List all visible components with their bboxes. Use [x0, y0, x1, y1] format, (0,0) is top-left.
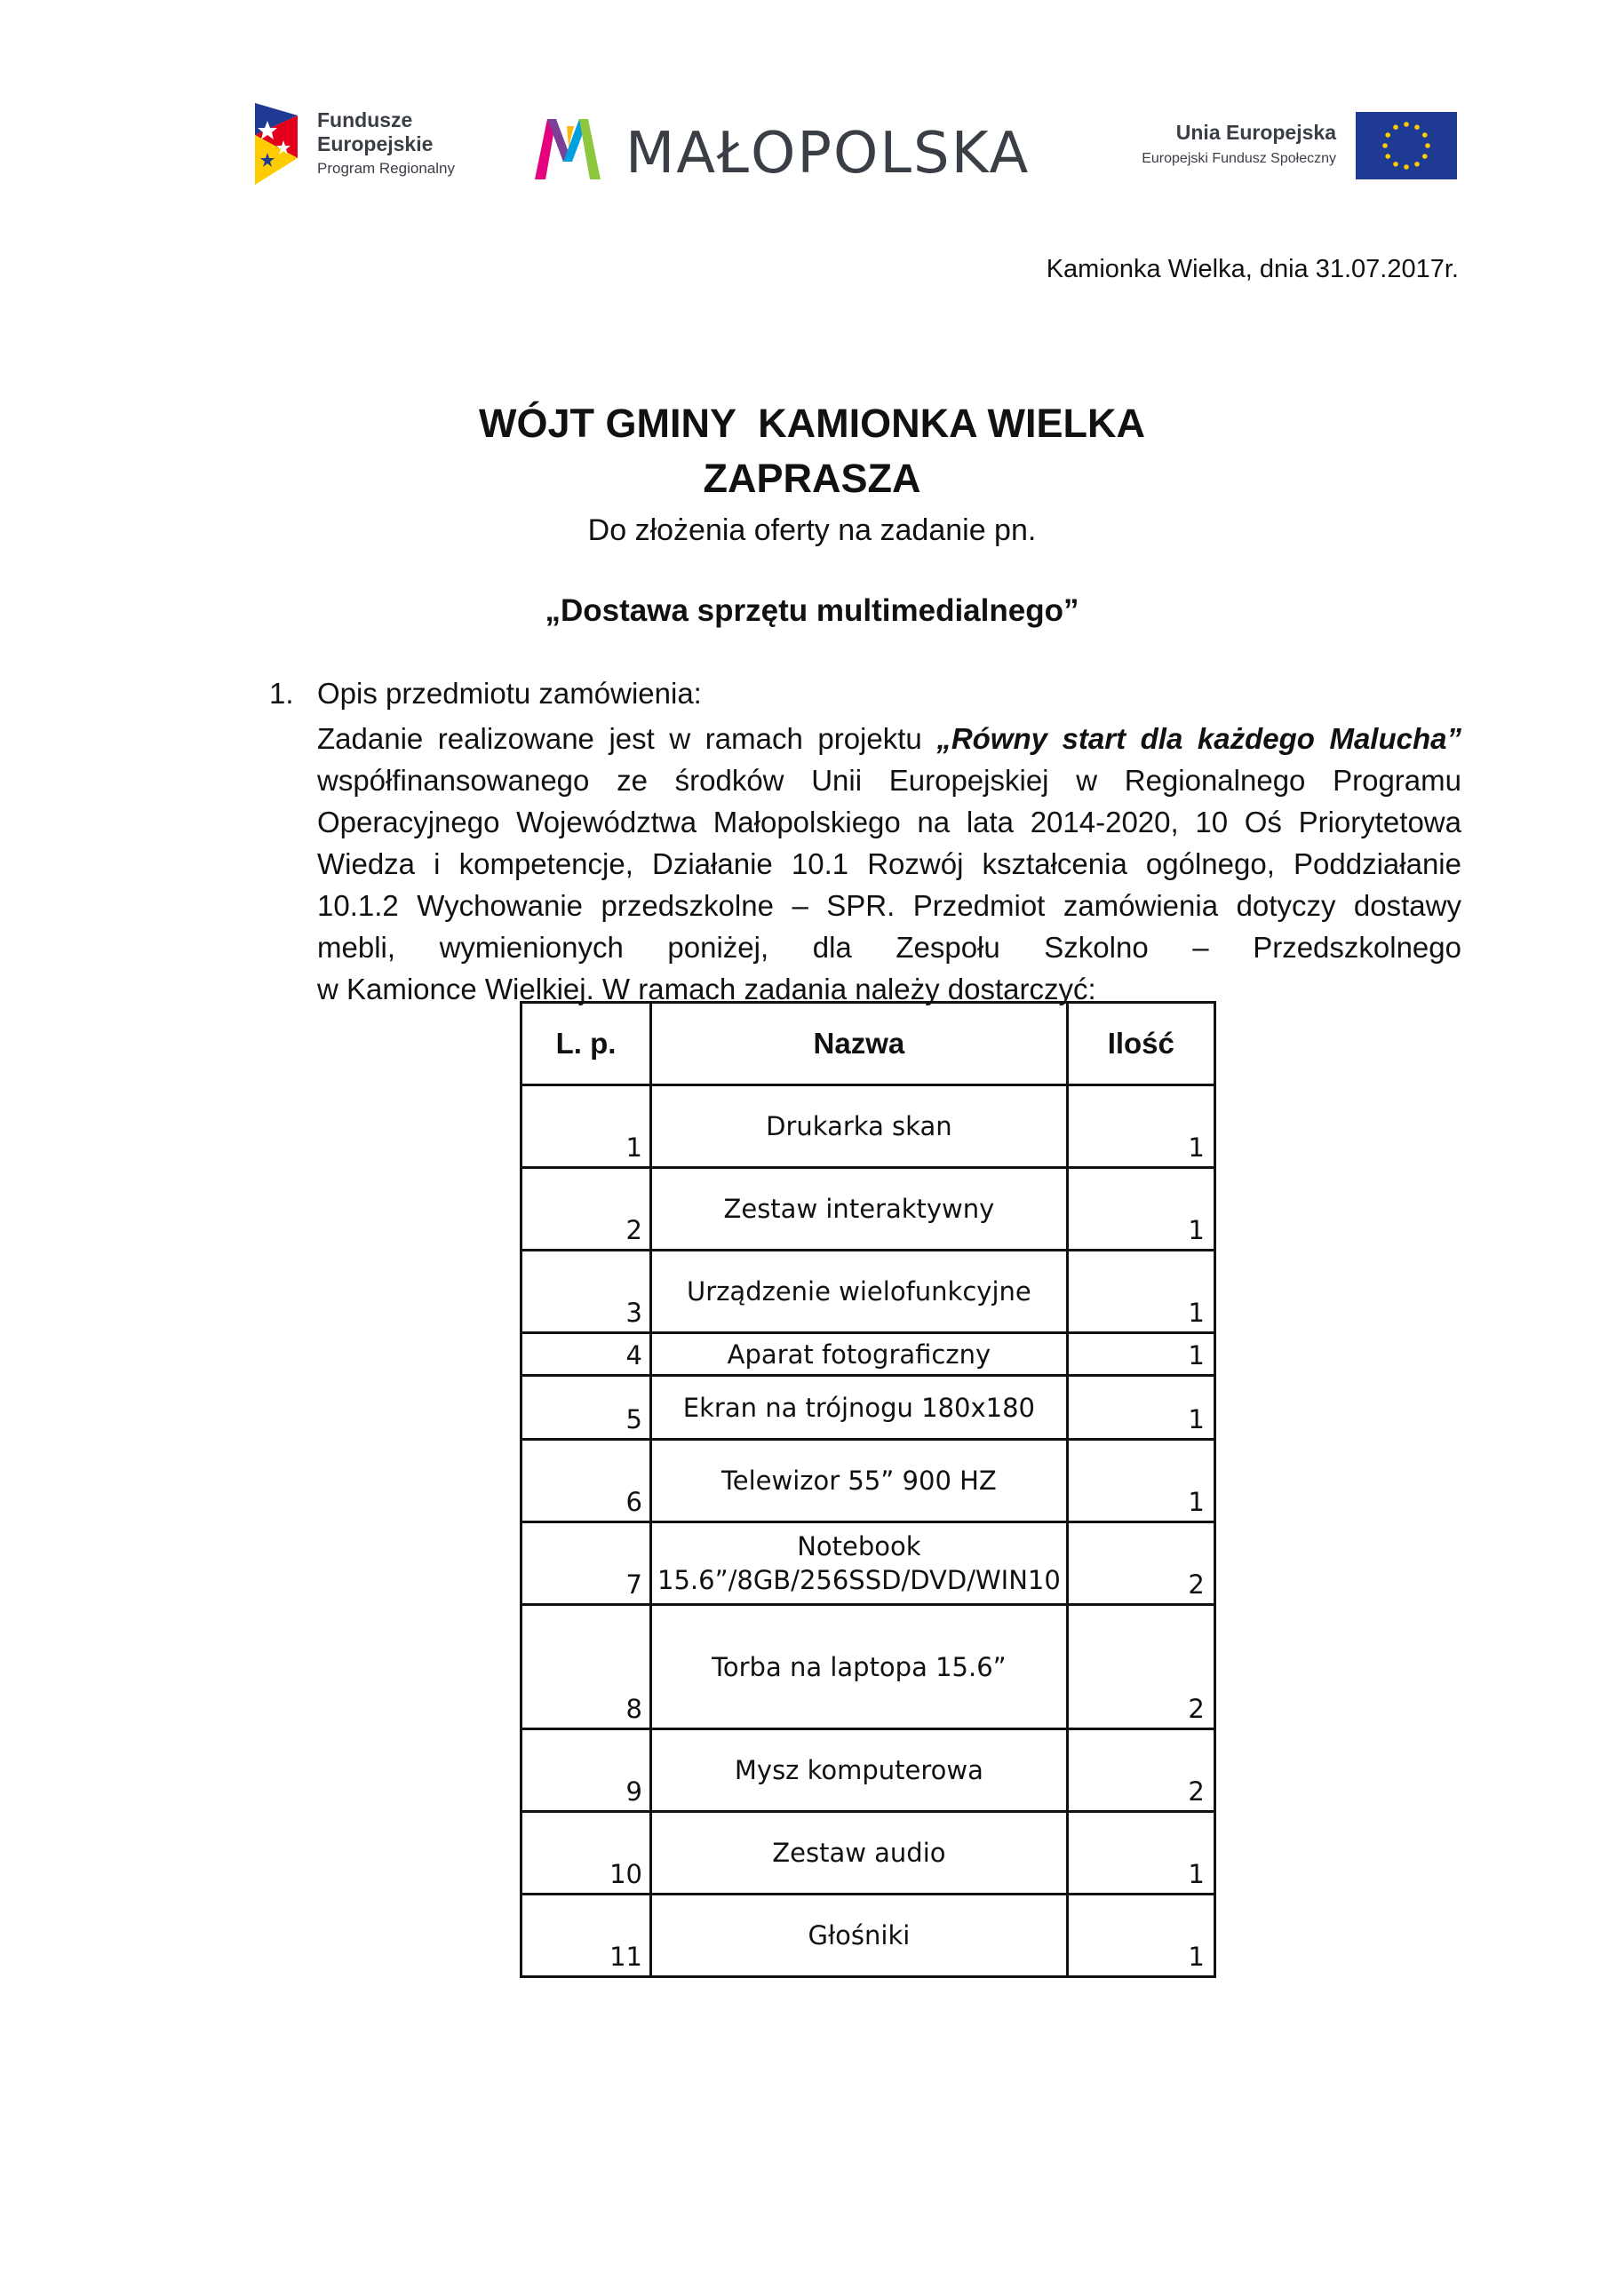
row-name: Notebook 15.6”/8GB/256SSD/DVD/WIN10	[651, 1522, 1068, 1605]
row-lp: 3	[521, 1251, 651, 1333]
paragraph-line: mebli, wymienionych poniżej, dla Zespołu Szkolno – Przedszkolnego	[317, 931, 1461, 964]
section-paragraph	[317, 718, 1461, 1010]
row-qty: 2	[1067, 1605, 1214, 1729]
header-nazwa: Nazwa	[651, 1003, 1068, 1085]
table-row	[521, 1333, 1215, 1376]
fe-logo-line1: Fundusze	[317, 108, 413, 131]
row-lp: 10	[521, 1812, 651, 1895]
row-name: Torba na laptopa 15.6”	[651, 1605, 1068, 1729]
row-lp: 8	[521, 1605, 651, 1729]
fe-logo-line3: Program Regionalny	[317, 160, 455, 177]
row-lp: 9	[521, 1729, 651, 1812]
ue-logo-line1: Unia Europejska	[1175, 121, 1336, 144]
paragraph-line: Wiedza i kompetencje, Działanie 10.1 Rozwój kształcenia ogólnego, Poddziałanie	[317, 847, 1461, 880]
paragraph-line: współfinansowanego ze środków Unii Europejskiej w Regionalnego Programu	[317, 764, 1461, 797]
row-lp: 1	[521, 1085, 651, 1168]
table-row	[521, 1168, 1215, 1251]
malopolska-logo	[533, 105, 1039, 187]
row-lp: 5	[521, 1376, 651, 1440]
ue-logo-line2: Europejski Fundusz Społeczny	[1142, 151, 1336, 166]
row-qty: 1	[1067, 1812, 1214, 1895]
task-name: „Dostawa sprzętu multimedialnego”	[545, 593, 1079, 628]
row-lp: 6	[521, 1440, 651, 1522]
row-name: Mysz komputerowa	[651, 1729, 1068, 1812]
table-row	[521, 1729, 1215, 1812]
document-date: Kamionka Wielka, dnia 31.07.2017r.	[1046, 255, 1459, 283]
row-lp: 11	[521, 1895, 651, 1977]
project-name: „Równy start dla każdego Malucha”	[936, 722, 1461, 755]
malopolska-wordmark: MAŁOPOLSKA	[625, 121, 1031, 187]
row-qty: 2	[1067, 1729, 1214, 1812]
row-qty: 1	[1067, 1376, 1214, 1440]
row-name: Urządzenie wielofunkcyjne	[651, 1251, 1068, 1333]
row-name: Zestaw interaktywny	[651, 1168, 1068, 1251]
table-row	[521, 1376, 1215, 1440]
paragraph-start: Zadanie realizowane jest w ramach projektu	[317, 722, 922, 755]
malopolska-m-icon	[533, 108, 609, 183]
header-lp: L. p.	[521, 1003, 651, 1085]
table-row	[521, 1085, 1215, 1168]
table-row	[521, 1605, 1215, 1729]
row-name: Ekran na trójnogu 180x180	[651, 1376, 1068, 1440]
fundusze-europejskie-logo	[251, 96, 482, 188]
table-row	[521, 1522, 1215, 1605]
row-qty: 1	[1067, 1333, 1214, 1376]
fundusze-europejskie-emblem-icon	[251, 96, 301, 188]
table-row	[521, 1895, 1215, 1977]
fe-logo-line2: Europejskie	[317, 132, 434, 155]
row-lp: 2	[521, 1168, 651, 1251]
row-qty: 1	[1067, 1440, 1214, 1522]
row-lp: 4	[521, 1333, 651, 1376]
row-name: Głośniki	[651, 1895, 1068, 1977]
table-header-row	[521, 1003, 1215, 1085]
eu-flag-icon	[1356, 112, 1457, 179]
table-row	[521, 1812, 1215, 1895]
table-row	[521, 1440, 1215, 1522]
document-title-line2: ZAPRASZA	[703, 456, 921, 501]
row-qty: 1	[1067, 1895, 1214, 1977]
unia-europejska-logo	[1102, 108, 1457, 183]
section-number: 1.	[269, 677, 294, 710]
row-name: Telewizor 55” 900 HZ	[651, 1440, 1068, 1522]
row-qty: 1	[1067, 1085, 1214, 1168]
paragraph-line: 10.1.2 Wychowanie przedszkolne – SPR. Przedmiot zamówienia dotyczy dostawy	[317, 889, 1461, 922]
row-name: Aparat fotograficzny	[651, 1333, 1068, 1376]
row-qty: 1	[1067, 1168, 1214, 1251]
document-title-line1: WÓJT GMINY KAMIONKA WIELKA	[479, 401, 1145, 446]
paragraph-line	[317, 718, 1461, 759]
paragraph-line: w Kamionce Wielkiej. W ramach zadania należy dostarczyć:	[317, 973, 1096, 1005]
row-qty: 1	[1067, 1251, 1214, 1333]
paragraph-line: Operacyjnego Województwa Małopolskiego na lata 2014-2020, 10 Oś Priorytetowa	[317, 806, 1461, 838]
row-name: Drukarka skan	[651, 1085, 1068, 1168]
row-qty: 2	[1067, 1522, 1214, 1605]
row-name: Zestaw audio	[651, 1812, 1068, 1895]
table-row	[521, 1251, 1215, 1333]
document-subtitle: Do złożenia oferty na zadanie pn.	[587, 513, 1037, 547]
row-lp: 7	[521, 1522, 651, 1605]
header-ilosc: Ilość	[1067, 1003, 1214, 1085]
section-heading: Opis przedmiotu zamówienia:	[317, 677, 702, 710]
items-table	[520, 1001, 1216, 1978]
